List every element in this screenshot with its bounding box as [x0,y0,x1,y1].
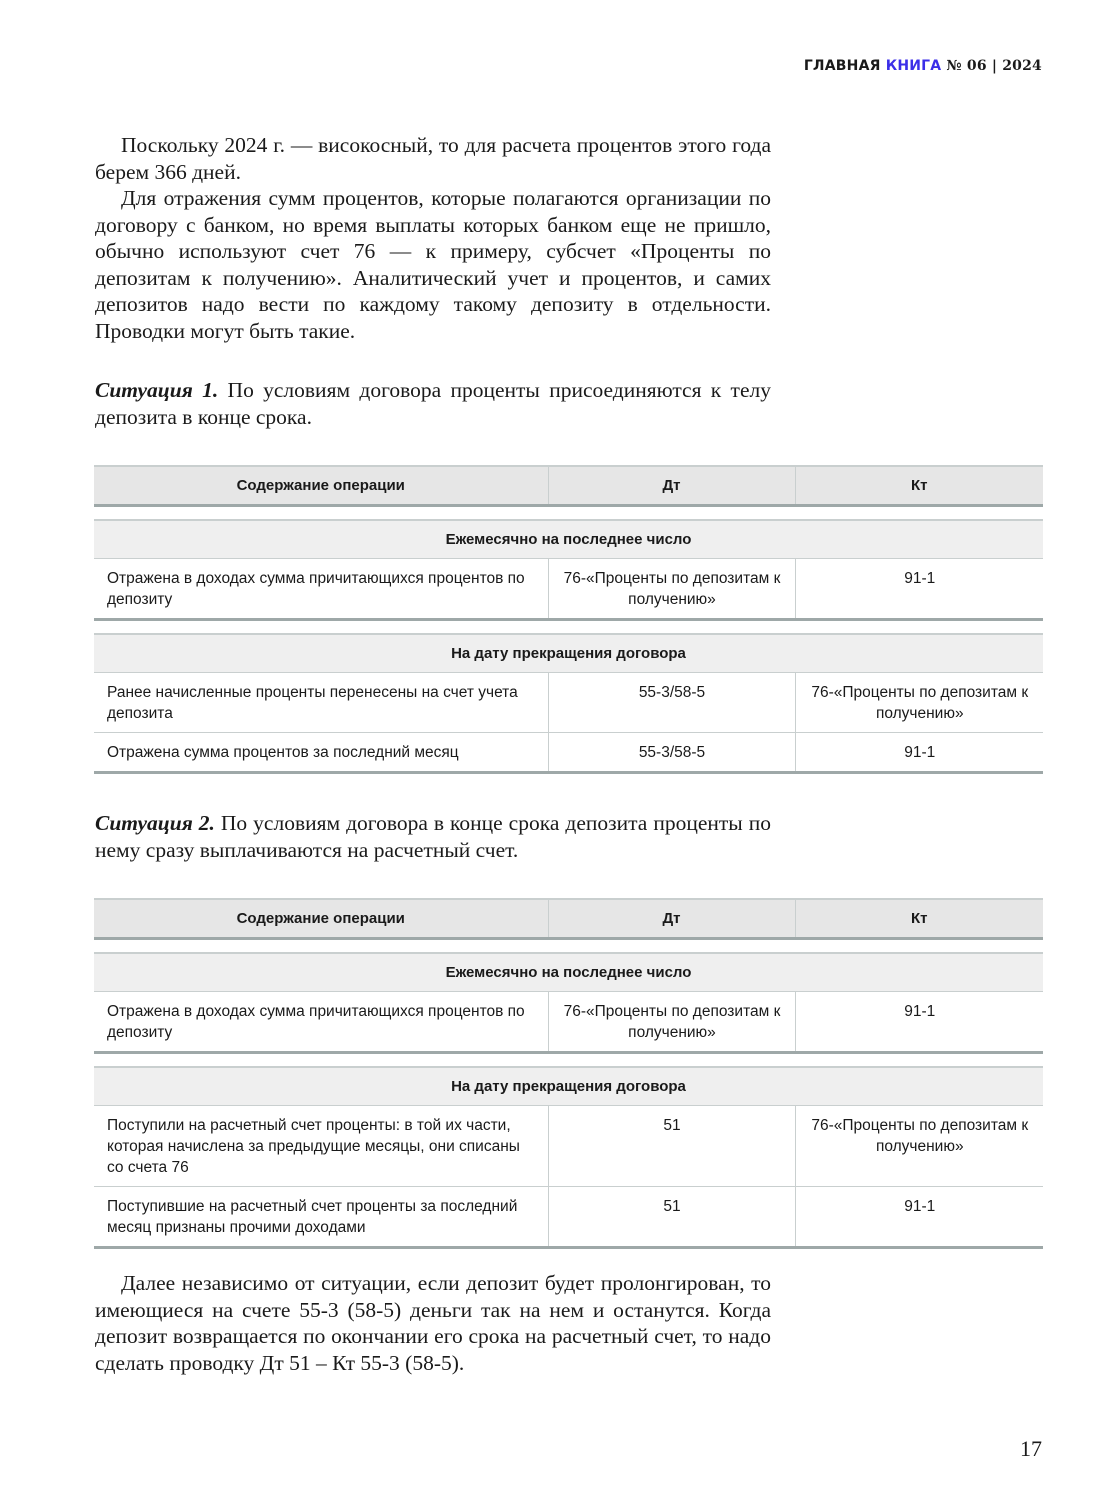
table-row [94,733,1043,773]
table-row [94,673,1043,733]
table-row [94,1187,1043,1248]
cell-operation: Отражена в доходах сумма причитающихся процентов по депозиту [94,992,548,1053]
table-section-monthly [94,952,1043,1054]
section-title: На дату прекращения договора [94,634,1043,673]
section-title: Ежемесячно на последнее число [94,520,1043,559]
brand-name-part1: ГЛАВНАЯ [803,58,881,74]
cell-credit: 76-«Проценты по депозитам к получению» [795,673,1043,733]
cell-debit: 55-3/58-5 [548,673,795,733]
header-operation: Содержание операции [236,477,405,494]
section-title: Ежемесячно на последнее число [94,953,1043,992]
header-debit: Дт [548,899,795,939]
section-title: На дату прекращения договора [94,1067,1043,1106]
cell-operation: Поступили на расчетный счет проценты: в той их части, которая начислена за предыдущие месяцы, они списаны со счета 76 [94,1106,548,1187]
situation-1-label: Ситуация 1. [95,378,219,402]
cell-operation: Ранее начисленные проценты перенесены на счет учета депозита [94,673,548,733]
intro-paragraph-2: Для отражения сумм процентов, которые полагаются организации по договору с банком, но время выплаты которых банком еще не пришло, обычно используют счет 76 — к примеру, субсчет «Проценты по депозитам к получению». Аналитический учет и процентов, и самих депозитов надо вести по каждому такому депозиту в отдельности. Проводки могут быть такие. [95,186,771,343]
table-header [94,898,1043,940]
conclusion-paragraph: Далее независимо от ситуации, если депозит будет пролонгирован, то имеющиеся на счете 55-3 (58-5) деньги так на нем и останутся. Когда депозит возвращается по окончании его срока на расчетный счет, то надо сделать проводку Дт 51 – Кт 55-3 (58-5). [95,1271,771,1375]
situation-1-text [95,377,771,430]
cell-debit: 51 [548,1187,795,1248]
cell-debit: 51 [548,1106,795,1187]
page-number: 17 [1020,1436,1042,1461]
cell-credit: 76-«Проценты по депозитам к получению» [795,1106,1043,1187]
header-operation: Содержание операции [236,910,405,927]
cell-operation: Поступившие на расчетный счет проценты за последний месяц признаны прочими доходами [94,1187,548,1248]
situation-2-label: Ситуация 2. [95,811,215,835]
issue-number: № 06 | 2024 [946,58,1042,74]
brand-name-part2: КНИГА [885,58,942,74]
intro-text [95,132,771,344]
cell-debit: 76-«Проценты по депозитам к получению» [548,559,795,620]
cell-credit: 91-1 [795,733,1043,773]
table-section-monthly [94,519,1043,621]
table-section-termination [94,1066,1043,1249]
situation-2-text [95,810,771,863]
cell-credit: 91-1 [795,992,1043,1053]
cell-credit: 91-1 [795,559,1043,620]
cell-debit: 55-3/58-5 [548,733,795,773]
header-debit: Дт [548,466,795,506]
conclusion-text [95,1270,771,1376]
header-credit: Кт [795,466,1043,506]
intro-paragraph-1: Поскольку 2024 г. — високосный, то для расчета процентов этого года берем 366 дней. [95,133,771,184]
running-header [804,58,1042,74]
table-row [94,559,1043,620]
situation-1-description: По условиям договора проценты присоединяются к телу депозита в конце срока. [95,378,771,429]
situation-1-table [94,465,1043,774]
header-credit: Кт [795,899,1043,939]
table-header [94,465,1043,507]
situation-2-table [94,898,1043,1249]
cell-operation: Отражена сумма процентов за последний месяц [94,733,548,773]
table-section-termination [94,633,1043,774]
table-row [94,1106,1043,1187]
table-row [94,992,1043,1053]
cell-credit: 91-1 [795,1187,1043,1248]
cell-operation: Отражена в доходах сумма причитающихся процентов по депозиту [94,559,548,620]
situation-2-description: По условиям договора в конце срока депозита проценты по нему сразу выплачиваются на расчетный счет. [95,811,771,862]
cell-debit: 76-«Проценты по депозитам к получению» [548,992,795,1053]
